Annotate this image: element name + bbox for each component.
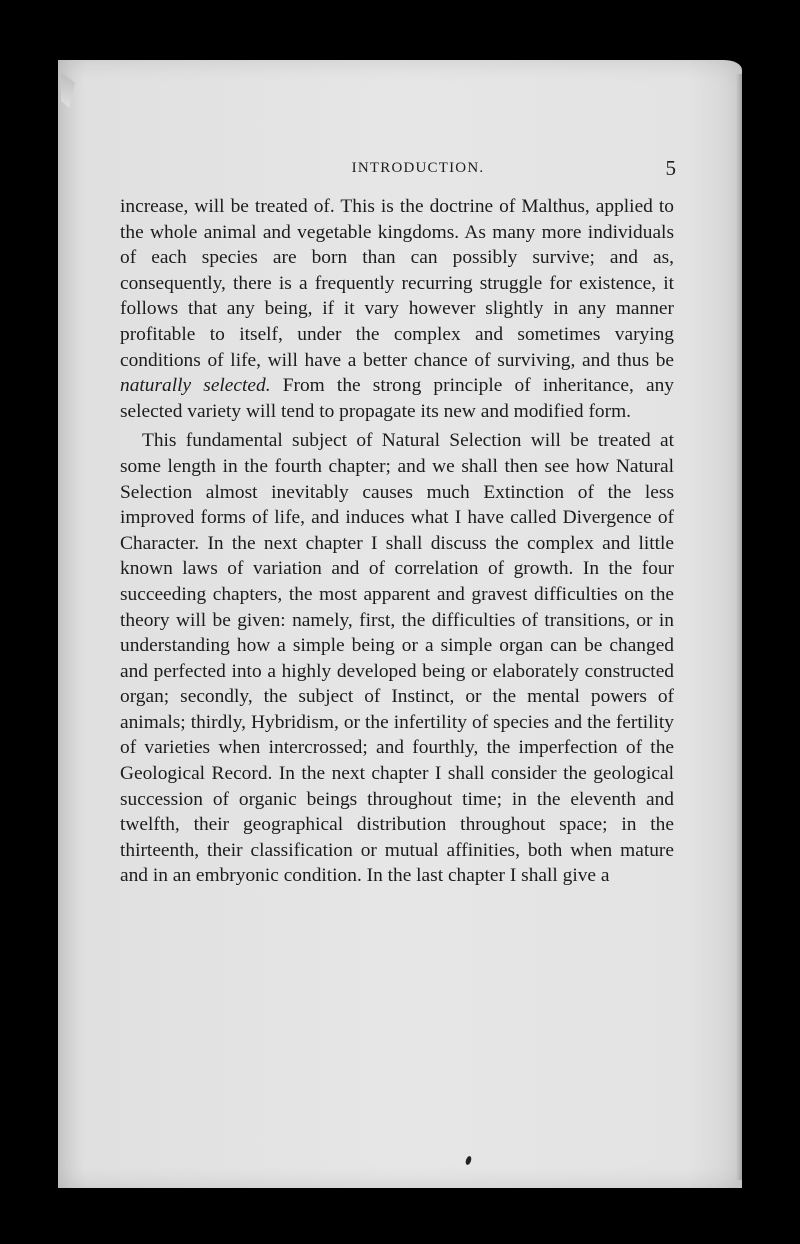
body-text xyxy=(120,194,674,889)
ink-blot xyxy=(465,1155,473,1165)
torn-corner xyxy=(61,72,75,108)
page-edge-shadow xyxy=(736,74,742,1180)
paper-sheet xyxy=(58,60,742,1188)
page-number: 5 xyxy=(665,156,676,180)
paragraph-1 xyxy=(120,194,674,424)
running-head xyxy=(120,156,676,184)
emphasis-naturally-selected: naturally selected. xyxy=(120,375,271,397)
paragraph-1-text: increase, will be treated of. This is the doctrine of Malthus, applied to the whole animal and vegetable kingdoms. As many more individuals of each species are born than can possibly survive; and as, consequently, there is a frequently recurring struggle for existence, it follows that any being, if it vary however slightly in any manner profitable to itself, under the complex and sometimes varying conditions of life, will have a better chance of surviving, and thus be xyxy=(120,196,674,371)
paragraph-2: This fundamental subject of Natural Selection will be treated at some length in the fourth chapter; and we shall then see how Natural Selection almost inevitably causes much Extinction of the less improved forms of life, and induces what I have called Divergence of Character. In the next chapter I shall discuss the complex and little known laws of variation and of correlation of growth. In the four succeeding chapters, the most apparent and gravest difficulties on the theory will be given: namely, first, the difficulties of transitions, or in understanding how a simple being or a simple organ can be changed and perfected into a highly developed being or elaborately constructed organ; secondly, the subject of Instinct, or the mental powers of animals; thirdly, Hybridism, or the infertility of species and the fertility of varieties when intercrossed; and fourthly, the imperfection of the Geological Record. In the next chapter I shall consider the geological succession of organic beings throughout time; in the eleventh and twelfth, their geographical distribution throughout space; in the thirteenth, their classification or mutual affinities, both when mature and in an embryonic condition. In the last chapter I shall give a xyxy=(120,430,674,887)
paragraph-1-text-cont: From the strong principle of inheritance, any selected variety will tend to propagate its new and modified form. xyxy=(120,375,674,422)
running-head-title: INTRODUCTION. xyxy=(351,160,485,176)
